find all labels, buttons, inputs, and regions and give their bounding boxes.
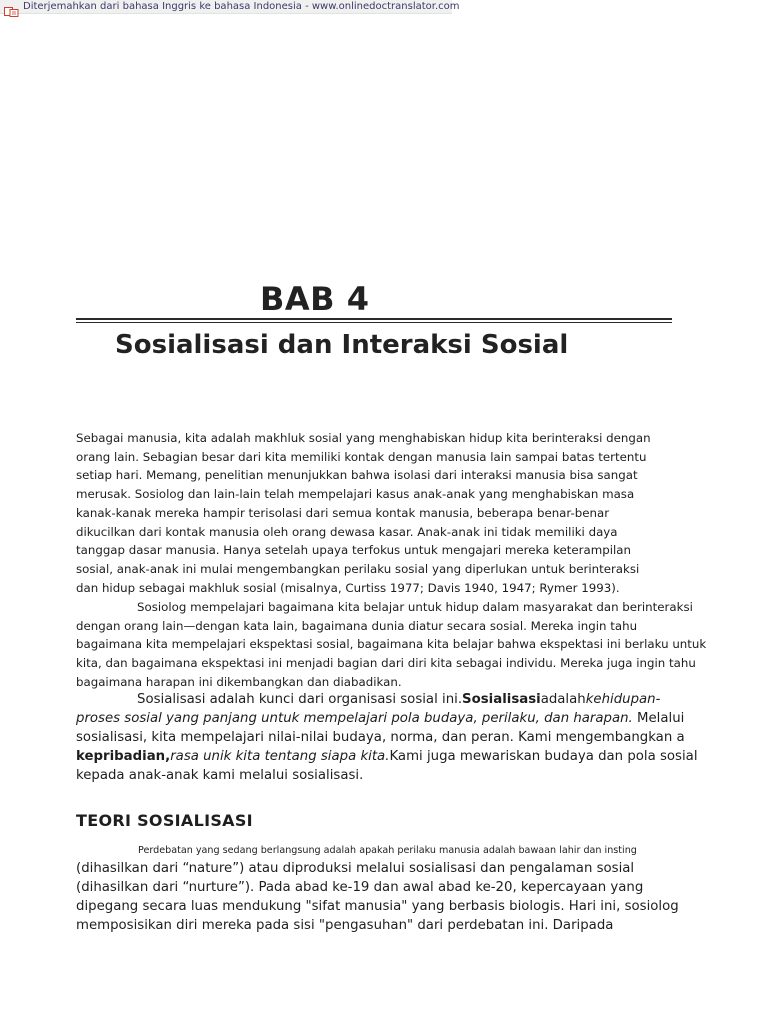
text-line: kanak-kanak mereka hampir terisolasi dari semua kontak manusia, beberapa benar-benar <box>76 505 610 520</box>
text-line: dikucilkan dari kontak manusia oleh orang dewasa kasar. Anak-anak ini tidak memiliki daya <box>76 524 618 539</box>
section-heading: TEORI SOSIALISASI <box>76 811 253 830</box>
text-line: kita, dan bagaimana ekspektasi ini menjadi bagian dari diri kita sebagai individu. Mereka juga ingin tahu <box>76 656 696 671</box>
intro-paragraph <box>76 429 676 597</box>
text-line <box>76 747 698 766</box>
text-line: Sosiolog mempelajari bagaimana kita belajar untuk hidup dalam masyarakat dan berinteraksi <box>137 600 693 614</box>
text-run: Kami juga mewariskan budaya dan pola sosial <box>389 749 698 764</box>
text-line: setiap hari. Memang, penelitian menunjukkan bahwa isolasi dari interaksi manusia bisa sangat <box>76 468 638 483</box>
text-line <box>76 709 685 728</box>
text-line: sosialisasi, kita mempelajari nilai-nilai budaya, norma, dan peran. Kami mengembangkan a <box>76 730 685 745</box>
definition-text: rasa unik kita tentang siapa kita. <box>170 749 390 764</box>
text-line: merusak. Sosiolog dan lain-lain telah mempelajari kasus anak-anak yang menghabiskan masa <box>76 487 635 502</box>
section-first-line: Perdebatan yang sedang berlangsung adalah apakah perilaku manusia adalah bawaan lahir dan insting <box>138 845 637 856</box>
title-rule-thick <box>76 318 672 320</box>
text-line: orang lain. Sebagian besar dari kita memiliki kontak dengan manusia lain sampai batas tertentu <box>76 449 647 464</box>
text-line: (dihasilkan dari “nature”) atau diproduksi melalui sosialisasi dan pengalaman sosial <box>76 861 635 876</box>
text-run: adalah <box>540 692 586 707</box>
translator-logo-icon <box>4 2 19 12</box>
definition-text: proses sosial yang panjang untuk mempelajari pola budaya, perilaku, dan harapan. <box>76 711 633 726</box>
text-line: dengan orang lain—dengan kata lain, bagaimana dunia diatur secara sosial. Mereka ingin tahu <box>76 618 638 633</box>
text-line: bagaimana kita mempelajari ekspektasi sosial, bagaimana kita belajar bahwa ekspektasi ini berlaku untuk <box>76 637 707 652</box>
section-paragraph <box>76 859 679 935</box>
title-rule-thin <box>76 322 672 323</box>
text-line: tanggap dasar manusia. Hanya setelah upaya terfokus untuk mengajari mereka keterampilan <box>76 543 631 558</box>
chapter-number: BAB 4 <box>260 280 370 318</box>
text-line: Sebagai manusia, kita adalah makhluk sosial yang menghabiskan hidup kita berinteraksi dengan <box>76 431 651 445</box>
text-run: Sosialisasi adalah kunci dari organisasi sosial ini. <box>137 692 463 707</box>
text-line: sosial, anak-anak ini mulai mengembangkan perilaku sosial yang diperlukan untuk berinteraksi <box>76 561 640 576</box>
text-line <box>76 690 676 709</box>
chapter-title: Sosialisasi dan Interaksi Sosial <box>115 330 569 360</box>
definition-text: kehidupan- <box>585 692 661 707</box>
text-run: Melalui <box>632 711 685 726</box>
text-line: dipegang secara luas mendukung "sifat manusia" yang berbasis biologis. Hari ini, sosiolog <box>76 899 679 914</box>
second-paragraph <box>76 598 707 692</box>
translator-banner-link[interactable]: Diterjemahkan dari bahasa Inggris ke bahasa Indonesia - www.onlinedoctranslator.com <box>23 0 460 12</box>
translator-banner[interactable] <box>0 0 460 14</box>
term-socialization: Sosialisasi <box>462 692 541 707</box>
definition-paragraph <box>76 690 698 785</box>
text-line: bagaimana harapan ini dikembangkan dan diabadikan. <box>76 674 402 689</box>
term-personality: kepribadian, <box>76 749 171 764</box>
text-line: (dihasilkan dari “nurture”). Pada abad ke-19 dan awal abad ke-20, kepercayaan yang <box>76 880 644 895</box>
text-line: kepada anak-anak kami melalui sosialisasi. <box>76 768 364 783</box>
text-line: dan hidup sebagai makhluk sosial (misalnya, Curtiss 1977; Davis 1940, 1947; Rymer 1993). <box>76 580 620 595</box>
text-line: memposisikan diri mereka pada sisi "pengasuhan" dari perdebatan ini. Daripada <box>76 918 614 933</box>
